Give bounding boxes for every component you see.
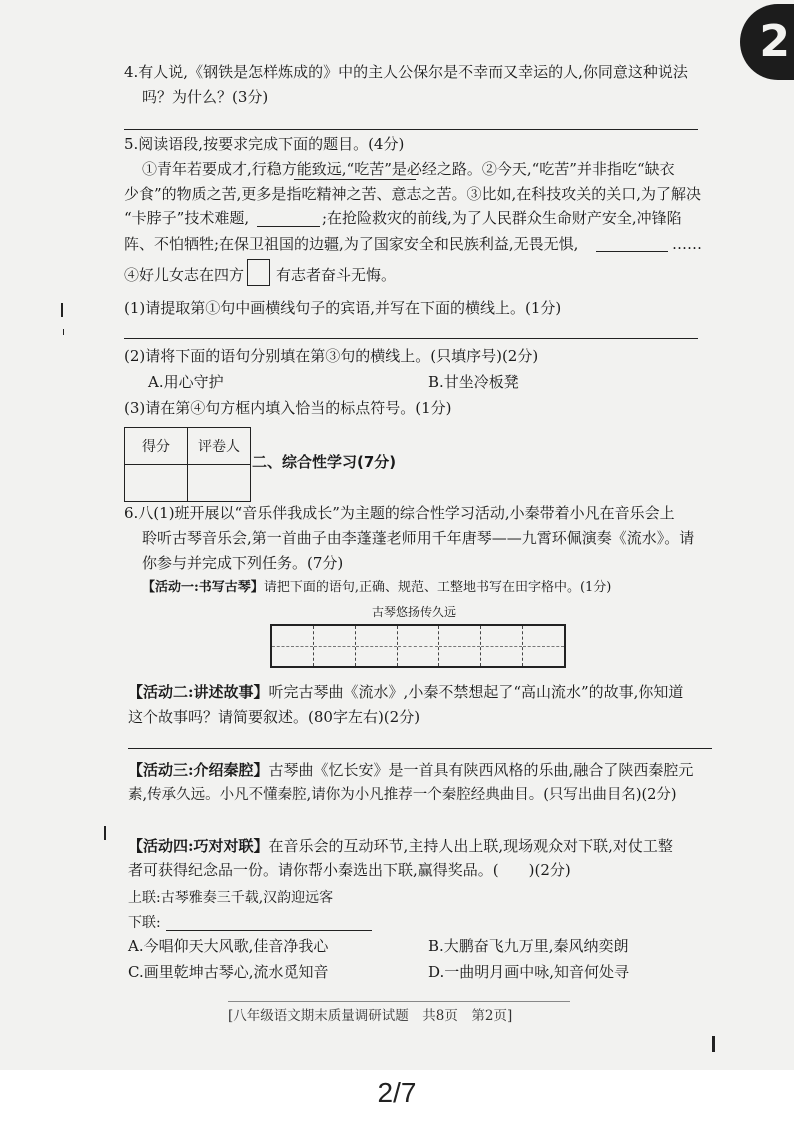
activity3-text: 古琴曲《忆长安》是一首具有陕西风格的乐曲,融合了陕西秦腔元 [268,761,694,779]
q6-line3: 你参与并完成下列任务。(7分) [142,554,344,572]
score-header: 得分 [125,428,188,465]
q5-para-line3a: “卡脖子”技术难题, [124,209,250,227]
q5-para-line4a: 阵、不怕牺牲;在保卫祖国的边疆,为了国家安全和民族利益,无畏无惧, [124,235,579,253]
grid-cell[interactable] [398,626,440,666]
q5-blank-2 [596,251,668,252]
q4-line2: 吗？为什么？(3分) [142,88,269,106]
q5-blank-1 [257,226,320,227]
q5-option-b: B.甘坐冷板凳 [428,373,519,391]
q5-sub1-answer-line [124,338,698,339]
page-corner-number: 2 [740,4,794,80]
q5-title: 5.阅读语段,按要求完成下面的题目。(4分) [124,135,405,153]
grid-cell[interactable] [523,626,564,666]
q4-answer-line [124,129,698,130]
q5-para-line1: ①青年若要成才,行稳方能致远,“吃苦”是必经之路。②今天,“吃苦”并非指吃“缺衣 [142,160,675,178]
activity2-answer-line [128,748,712,749]
tianzige-grid[interactable] [270,624,566,668]
q5-para-line2: 少食”的物质之苦,更多是指吃精神之苦、意志之苦。③比如,在科技攻关的关口,为了解决 [124,185,701,203]
activity2-line2: 这个故事吗？请简要叙述。(80字左右)(2分) [128,708,421,726]
section-title: 二、综合性学习(7分) [252,453,397,471]
grader-header: 评卷人 [188,428,251,465]
grid-cell[interactable] [314,626,356,666]
activity1-phrase: 古琴悠扬传久远 [372,605,457,619]
couplet-option-a: A.今唱仰天大风歌,佳音净我心 [128,937,329,955]
activity2 [128,682,683,702]
activity4-label: 【活动四:巧对对联】 [128,837,269,855]
footer-divider [228,1001,570,1002]
activity2-label: 【活动二:讲述故事】 [128,683,269,701]
grid-cell[interactable] [481,626,523,666]
grader-cell [188,465,251,502]
couplet-lower-label: 下联: [128,915,161,931]
couplet-option-b: B.大鹏奋飞九万里,秦风纳奕朗 [428,937,629,955]
margin-mark [712,1036,715,1052]
q4-line1: 4.有人说,《钢铁是怎样炼成的》中的主人公保尔是不幸而又幸运的人,你同意这种说法 [124,63,688,81]
activity3 [128,760,693,780]
q5-para-ellipsis: …… [672,235,702,253]
page-indicator: 2/7 [377,1077,417,1108]
q5-option-a: A.用心守护 [148,373,224,391]
activity1 [142,578,611,598]
score-cell [125,465,188,502]
margin-mark [63,329,64,335]
grid-cell[interactable] [356,626,398,666]
activity3-label: 【活动三:介绍秦腔】 [128,761,269,779]
couplet-option-d: D.一曲明月画中咏,知音何处寻 [428,963,630,981]
grid-cell[interactable] [272,626,314,666]
activity1-label: 【活动一:书写古琴】 [142,580,264,595]
q5-sub2: (2)请将下面的语句分别填在第③句的横线上。(只填序号)(2分) [124,347,539,365]
q6-line2: 聆听古琴音乐会,第一首曲子由李蓬蓬老师用千年唐琴——九霄环佩演奏《流水》。请 [142,529,695,547]
q5-para-line5b: 有志者奋斗无悔。 [276,266,397,284]
activity2-text: 听完古琴曲《流水》,小秦不禁想起了“高山流水”的故事,你知道 [268,683,684,701]
activity4-line2: 者可获得纪念品一份。请你帮小秦选出下联,赢得奖品。( )(2分) [128,861,571,879]
activity3-line2: 素,传承久远。小凡不懂秦腔,请你为小凡推荐一个秦腔经典曲目。(只写出曲目名)(2分) [128,787,677,803]
couplet-option-c: C.画里乾坤古琴心,流水觅知音 [128,963,329,981]
activity4 [128,836,673,856]
couplet-lower-line [166,930,372,931]
grid-cell[interactable] [439,626,481,666]
q6-line1: 6.八(1)班开展以“音乐伴我成长”为主题的综合性学习活动,小秦带着小凡在音乐会上 [124,504,675,522]
margin-mark [61,303,63,317]
page-footer: [八年级语文期末质量调研试题 共8页 第2页] [228,1008,513,1024]
margin-mark [104,826,106,840]
q5-para-line5a: ④好儿女志在四方 [124,266,245,284]
q5-sub1: (1)请提取第①句中画横线句子的宾语,并写在下面的横线上。(1分) [124,299,562,317]
activity1-text: 请把下面的语句,正确、规范、工整地书写在田字格中。(1分) [263,580,612,595]
activity4-text: 在音乐会的互动环节,主持人出上联,现场观众对下联,对仗工整 [268,837,673,855]
q5-underline-sentence [294,179,416,180]
q5-punctuation-box [247,259,270,286]
q5-sub3: (3)请在第④句方框内填入恰当的标点符号。(1分) [124,399,452,417]
couplet-upper: 上联:古琴雅奏三千载,汉韵迎远客 [128,890,334,906]
score-table [124,427,251,502]
q5-para-line3b: ;在抢险救灾的前线,为了人民群众生命财产安全,冲锋陷 [322,209,682,227]
